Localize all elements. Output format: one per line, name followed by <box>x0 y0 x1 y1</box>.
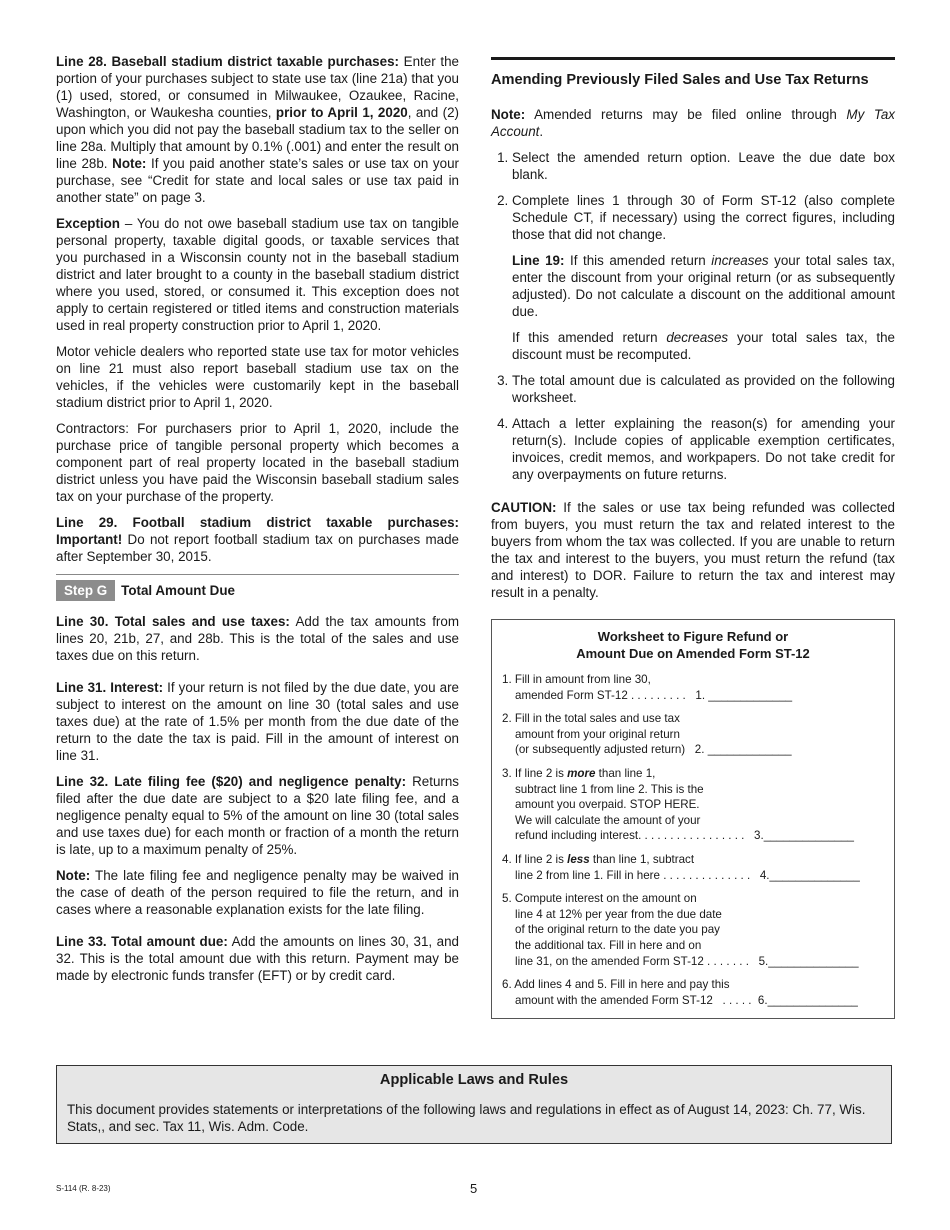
left-column <box>56 53 459 993</box>
list-item: 3. The total amount due is calculated as provided on the following worksheet. <box>512 372 895 406</box>
exception-paragraph: Exception – You do not owe baseball stadium use tax on tangible personal property, taxable digital goods, or taxable services that you purchased in a Wisconsin county not in the baseball stadium district and later brought to a county in the baseball stadium district where you used, stored, or consumed it. This exception does not apply to certain registered or titled items and construction materials used in real property construction prior to April 1, 2020. <box>56 216 459 333</box>
line-29-heading: Line 29. Football stadium district taxable purchases: <box>56 515 459 530</box>
worksheet-title: Worksheet to Figure Refund or Amount Due on Amended Form ST-12 <box>576 629 810 661</box>
worksheet-line-2: 2. Fill in the total sales and use tax amount from your original return (or subsequently adjusted return) 2. _____________ <box>502 712 792 757</box>
caution-paragraph: CAUTION: If the sales or use tax being refunded was collected from buyers, you must return the tax and related interest to the buyers from whom the tax was collected. If you are unable to return the tax and interest to the buyers, you must return the refund (tax and interest) to DOR. Failure to return the tax and interest may result in a penalty. <box>491 500 895 600</box>
list-item: 4. Attach a letter explaining the reason(s) for amending your return(s). Include copies of applicable exemption certificates, invoices, credit memos, and workpapers. Do not take credit for any overpayments on future returns. <box>512 415 895 483</box>
note-paragraph: Note: The late filing fee and negligence penalty may be waived in the case of death of the person required to file the return, and in cases where a reasonable explanation exists for the late filing. <box>56 868 459 917</box>
line-28-paragraph: Line 28. Baseball stadium district taxable purchases: Enter the portion of your purchases subject to state use tax (line 21a) that you (1) used, stored, or consumed in Milwaukee, Ozaukee, Racine, Washington, or Waukesha counties, prior to April 1, 2020, and (2) upon which you did not pay the baseball stadium tax to the seller on line 28a. Multiply that amount by 0.1% (.001) and enter the result on line 28b. Note: If you paid another state’s sales or use tax on your purchase, see “Credit for state and local sales or use tax paid in another state” on page 3. <box>56 54 459 205</box>
line-29-paragraph: Line 29. Football stadium district taxable purchases: Important! Do not report football stadium tax on purchases made after September 30, 2015. <box>56 515 459 564</box>
page-number: 5 <box>470 1181 478 1196</box>
step-g-header <box>56 574 459 601</box>
contractors-paragraph: Contractors: For purchasers prior to April 1, 2020, include the purchase price of tangible personal property which becomes a component part of real property located in the baseball stadium district unless you have paid the Wisconsin baseball stadium sales tax on your purchase of the property. <box>56 421 459 504</box>
line-19-note: Line 19: If this amended return increases your total sales tax, enter the discount from your original return (or as subsequently adjusted). Do not calculate a discount on the additional amount due. <box>512 253 895 319</box>
worksheet-box <box>491 619 895 1019</box>
amending-title: Amending Previously Filed Sales and Use Tax Returns <box>491 72 869 88</box>
line-32-paragraph: Line 32. Late filing fee ($20) and negligence penalty: Returns filed after the due date are subject to a $20 late filing fee, and a negligence penalty equal to 5% of the amount on line 30 (total sales and use taxes due) for each month or fraction of a month the return is late, up to a maximum penalty of 25%. <box>56 774 460 857</box>
line-33-paragraph: Line 33. Total amount due: Add the amounts on lines 30, 31, and 32. This is the total amount due with this return. Payment may be made by electronic funds transfer (EFT) or by credit card. <box>56 934 459 983</box>
form-code: S-114 (R. 8-23) <box>56 1184 111 1193</box>
line-28-heading: Line 28. Baseball stadium district taxable purchases: <box>56 54 399 69</box>
section-rule <box>491 57 895 72</box>
laws-text: This document provides statements or interpretations of the following laws and regulations in effect as of August 14, 2023: Ch. 77, Wis. Stats,, and sec. Tax 11, Wis. Adm. Code. <box>67 1102 866 1134</box>
worksheet-line-5: 5. Compute interest on the amount on line 4 at 12% per year from the due date of the original return to the date you pay the additional tax. Fill in here and on line 31, on the amended Form ST-12 . . . . . . . 5.______________ <box>502 892 859 968</box>
decrease-note: If this amended return decreases your total sales tax, the discount must be recomputed. <box>512 330 896 362</box>
step-title: Total Amount Due <box>121 583 235 598</box>
right-column <box>491 53 895 1019</box>
worksheet-line-4: 4. If line 2 is less than line 1, subtract line 2 from line 1. Fill in here . . . . . . . . . . . . . . 4.______________ <box>502 852 860 882</box>
list-item: 2. Complete lines 1 through 30 of Form ST-12 (also complete Schedule CT, if necessary) using the correct figures, including those that did not change. Line 19: If this amended return increases your total sales tax, enter the discount from your original return (or as subsequently adjusted). Do not calculate a discount on the additional amount due. If this amended return decreases your total sales tax, the discount must be recomputed. <box>512 192 895 363</box>
line-30-paragraph: Line 30. Total sales and use taxes: Add the tax amounts from lines 20, 21b, 27, and 28b. This is the total of the sales and use taxes due on this return. <box>56 614 459 663</box>
amend-note: Note: Amended returns may be filed online through My Tax Account. <box>491 107 895 139</box>
line-31-paragraph: Line 31. Interest: If your return is not filed by the due date, you are subject to interest on the amount on line 30 (total sales and use taxes due) at the rate of 1.5% per month from the due date of the return to the date the tax is paid. Fill in the amount of interest on line 31. <box>56 680 459 763</box>
laws-title: Applicable Laws and Rules <box>379 1072 569 1088</box>
applicable-laws-box <box>56 1065 892 1144</box>
worksheet-line-3: 3. If line 2 is more than line 1, subtract line 1 from line 2. This is the amount you overpaid. STOP HERE. We will calculate the amount of your refund including interest. . . . . . . . . . . . . . . . . 3.______________ <box>502 766 854 843</box>
worksheet-line-1: 1. Fill in amount from line 30, amended Form ST-12 . . . . . . . . . 1. _____________ <box>502 673 793 702</box>
step-label: Step G <box>56 580 115 601</box>
list-item: 1. Select the amended return option. Leave the due date box blank. <box>512 149 895 183</box>
amend-steps-list <box>491 149 895 483</box>
worksheet-line-6: 6. Add lines 4 and 5. Fill in here and pay this amount with the amended Form ST-12 . . . . . 6.______________ <box>502 978 858 1007</box>
motor-vehicle-paragraph: Motor vehicle dealers who reported state use tax for motor vehicles on line 21 must also report baseball stadium use tax on the vehicles, if the vehicles were customarily kept in the baseball stadium district prior to April 1, 2020. <box>56 344 459 410</box>
